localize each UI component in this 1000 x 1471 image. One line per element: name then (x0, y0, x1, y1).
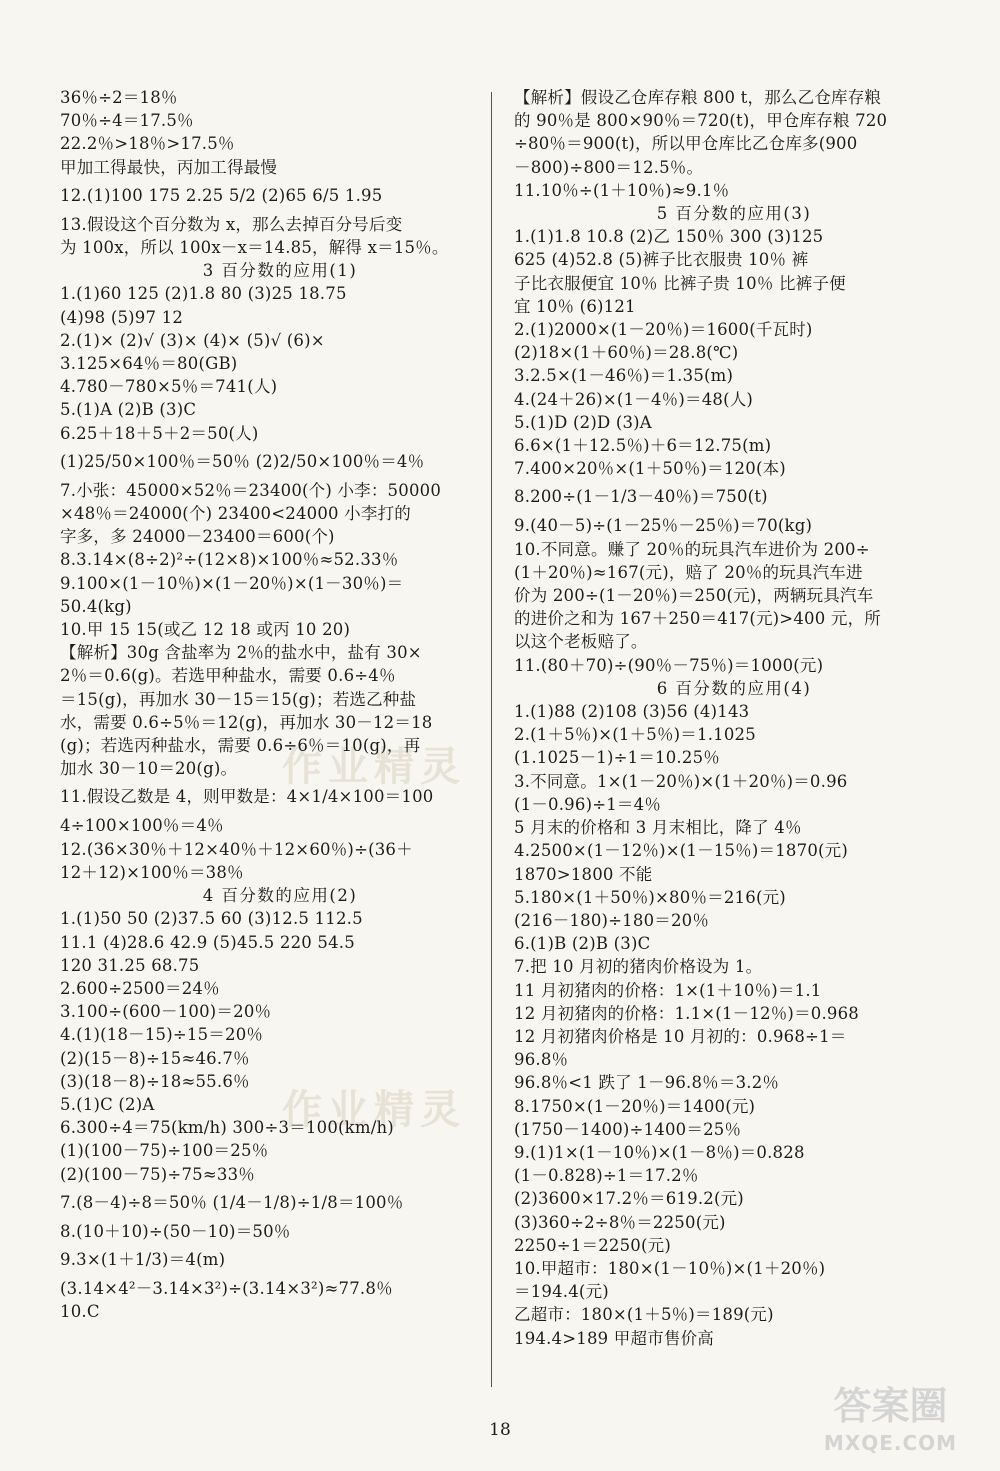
text-line: 10.不同意。赚了 20％的玩具汽车进价为 200÷ (514, 539, 870, 559)
text-line: 6.(1)B (2)B (3)C (514, 934, 651, 954)
text-line: 5 月末的价格和 3 月末相比，降了 4％ (514, 818, 802, 838)
text-line: 12 月初猪肉价格是 10 月初的：0.968÷1＝ (514, 1026, 847, 1046)
text-line: (216－180)÷180＝20％ (514, 910, 710, 930)
text-line: 8.3.14×(8÷2)²÷(12×8)×100％≈52.33％ (60, 550, 399, 570)
text-line: 12＋12)×100％＝38％ (60, 862, 244, 882)
section-heading: 4 百分数的应用(2) (202, 886, 358, 906)
text-line: (1750－1400)÷1400＝25％ (514, 1119, 742, 1139)
text-line: (1＋20％)≈167(元)，赔了 20％的玩具汽车进 (514, 562, 863, 582)
text-line: (3.14×4²－3.14×3²)÷(3.14×3²)≈77.8％ (60, 1278, 393, 1298)
text-line: (2)18×(1＋60％)＝28.8(℃) (514, 343, 739, 363)
watermark: 作业精灵 (282, 1087, 466, 1133)
page-number: 18 (489, 1420, 511, 1440)
text-line: 1.(1)1.8 10.8 (2)乙 150％ 300 (3)125 (514, 227, 824, 247)
text-line: 字多，多 24000－23400＝600(个) (60, 527, 335, 547)
text-line: (1)(100－75)÷100＝25％ (60, 1141, 269, 1161)
text-line: 11 月初猪肉的价格：1×(1＋10％)＝1.1 (514, 980, 822, 1000)
text-line: 11.1 (4)28.6 42.9 (5)45.5 220 54.5 (60, 932, 355, 952)
text-line: (1－0.96)÷1＝4％ (514, 794, 662, 814)
text-line: 甲加工得最快，丙加工得最慢 (60, 157, 278, 177)
text-line: 194.4>189 甲超市售价高 (514, 1328, 714, 1348)
text-line: 2250÷1＝2250(元) (514, 1235, 671, 1255)
text-line: 13.假设这个百分数为 x，那么去掉百分号后变 (60, 214, 403, 234)
text-line: 4÷100×100％＝4％ (60, 816, 224, 836)
text-line: 7.(8－4)÷8＝50％ (1/4－1/8)÷1/8＝100％ (60, 1192, 404, 1212)
text-line: (3)(18－8)÷18≈55.6％ (60, 1071, 250, 1091)
text-line: 8.1750×(1－20％)＝1400(元) (514, 1096, 756, 1116)
column-divider (491, 92, 492, 1387)
text-line: 以这个老板赔了。 (514, 632, 648, 652)
text-line: 11.假设乙数是 4，则甲数是：4×1/4×100＝100 (60, 787, 434, 807)
left-column (60, 86, 480, 1323)
text-line: 4.2500×(1－12％)×(1－15％)＝1870(元) (514, 841, 848, 861)
text-line: 的 90％是 800×90％＝720(t)，甲仓库存粮 720 (514, 111, 888, 131)
text-line: 9.(40－5)÷(1－25％－25％)＝70(kg) (514, 516, 813, 536)
text-line: 5.(1)D (2)D (3)A (514, 412, 652, 432)
logo-text: 答案圈 (833, 1384, 948, 1428)
text-line: 10.甲 15 15(或乙 12 18 或丙 10 20) (60, 620, 351, 640)
text-line: 70％÷4＝17.5％ (60, 111, 194, 131)
logo-url: MXQE.COM (823, 1431, 958, 1455)
text-line: 7.小张：45000×52％＝23400(个) 小李：50000 (60, 480, 442, 500)
site-logo (808, 1382, 973, 1462)
text-line: 5.180×(1＋50％)×80％＝216(元) (514, 887, 786, 907)
text-line: 加水 30－10＝20(g)。 (60, 759, 238, 779)
text-line: 9.100×(1－10％)×(1－20％)×(1－30％)＝ (60, 573, 404, 593)
text-line: 12 月初猪肉的价格：1.1×(1－12％)＝0.968 (514, 1003, 860, 1023)
text-line: 1870>1800 不能 (514, 864, 653, 884)
text-line: 3.不同意。1×(1－20％)×(1＋20％)＝0.96 (514, 771, 848, 791)
text-line: (2)(100－75)÷75≈33％ (60, 1164, 255, 1184)
watermark: 作业精灵 (282, 744, 466, 790)
text-line: 6.25＋18＋5＋2＝50(人) (60, 423, 259, 443)
text-line: 11.(80＋70)÷(90％－75％)＝1000(元) (514, 655, 824, 675)
text-line: 11.10％÷(1＋10％)≈9.1％ (514, 180, 730, 200)
text-line: 8.200÷(1－1/3－40％)＝750(t) (514, 487, 768, 507)
text-line: 3.100÷(600－100)＝20％ (60, 1002, 272, 1022)
text-line: 8.(10＋10)÷(50－10)＝50％ (60, 1221, 291, 1241)
text-line: 6.6×(1＋12.5％)＋6＝12.75(m) (514, 436, 772, 456)
text-line: 3.2.5×(1－46％)＝1.35(m) (514, 366, 734, 386)
text-line: 子比衣服便宜 10％ 比裤子贵 10％ 比裤子便 (514, 273, 846, 293)
text-line: 22.2％>18％>17.5％ (60, 134, 235, 154)
text-line: 10.甲超市：180×(1－10％)×(1＋20％) (514, 1258, 826, 1278)
right-column (514, 86, 934, 1350)
text-line: 【解析】30g 含盐率为 2％的盐水中，盐有 30× (60, 643, 422, 663)
text-line: 3.125×64％＝80(GB) (60, 354, 238, 374)
section-heading: 5 百分数的应用(3) (656, 204, 812, 224)
section-heading: 6 百分数的应用(4) (656, 678, 812, 698)
text-line: 宜 10％ (6)121 (514, 296, 636, 316)
text-line: 9.3×(1＋1/3)＝4(m) (60, 1249, 226, 1269)
text-line: 7.把 10 月初的猪肉价格设为 1。 (514, 957, 763, 977)
text-line: ×48％＝24000(个) 23400<24000 小李打的 (60, 504, 411, 524)
text-line: 6.300÷4＝75(km/h) 300÷3＝100(km/h) (60, 1118, 394, 1138)
text-line: 1.(1)50 50 (2)37.5 60 (3)12.5 112.5 (60, 909, 363, 929)
text-line: 2.(1)2000×(1－20％)＝1600(千瓦时) (514, 320, 813, 340)
text-line: 10.C (60, 1302, 100, 1322)
text-line: 2.(1)× (2)√ (3)× (4)× (5)√ (6)× (60, 330, 325, 350)
text-line: (2)(15－8)÷15≈46.7％ (60, 1048, 250, 1068)
text-line: 4.(1)(18－15)÷15＝20％ (60, 1025, 264, 1045)
text-line: ÷80％＝900(t)，所以甲仓库比乙仓库多(900 (514, 134, 858, 154)
text-line: 乙超市：180×(1＋5％)＝189(元) (514, 1305, 774, 1325)
text-line: 2％＝0.6(g)。若选甲种盐水，需要 0.6÷4％ (60, 666, 396, 686)
section-heading: 3 百分数的应用(1) (202, 261, 358, 281)
text-line: 5.(1)A (2)B (3)C (60, 400, 197, 420)
text-line: 9.(1)1×(1－10％)×(1－8％)＝0.828 (514, 1142, 805, 1162)
text-line: (2)3600×17.2％＝619.2(元) (514, 1189, 744, 1209)
text-line: 12.(1)100 175 2.25 5/2 (2)65 6/5 1.95 (60, 185, 383, 205)
text-line: 为 100x，所以 100x－x＝14.85，解得 x＝15％。 (60, 238, 449, 258)
text-line: (3)360÷2÷8％＝2250(元) (514, 1212, 726, 1232)
text-line: 96.8％<1 跌了 1－96.8％＝3.2％ (514, 1073, 780, 1093)
text-line: 水，需要 0.6÷5％＝12(g)，再加水 30－12＝18 (60, 712, 433, 732)
text-line: (g)；若选丙种盐水，需要 0.6÷6％＝10(g)，再 (60, 736, 421, 756)
text-line: －800)÷800＝12.5％。 (514, 157, 704, 177)
text-line: 36％÷2＝18％ (60, 88, 178, 107)
text-line: 2.(1＋5％)×(1＋5％)＝1.1025 (514, 725, 756, 745)
text-line: ＝15(g)，再加水 30－15＝15(g)；若选乙种盐 (60, 689, 417, 709)
text-line: 5.(1)C (2)A (60, 1094, 155, 1114)
text-line: 7.400×20％×(1＋50％)＝120(本) (514, 459, 786, 479)
text-line: 1.(1)88 (2)108 (3)56 (4)143 (514, 702, 750, 722)
text-line: ＝194.4(元) (514, 1282, 609, 1302)
text-line: 50.4(kg) (60, 596, 132, 616)
text-line: 2.600÷2500＝24％ (60, 978, 220, 998)
text-line: 96.8％ (514, 1050, 569, 1070)
text-line: 1.(1)60 125 (2)1.8 80 (3)25 18.75 (60, 284, 347, 304)
text-line: (1)25/50×100％＝50％ (2)2/50×100％＝4％ (60, 451, 425, 471)
text-line: 【解析】假设乙仓库存粮 800 t，那么乙仓库存粮 (514, 88, 882, 107)
text-line: 120 31.25 68.75 (60, 955, 200, 975)
text-line: 价为 200÷(1－20％)＝250(元)，两辆玩具汽车 (514, 586, 874, 606)
text-line: (1－0.828)÷1＝17.2％ (514, 1166, 699, 1186)
text-line: 12.(36×30％＋12×40％＋12×60％)÷(36＋ (60, 839, 413, 859)
text-line: 的进价之和为 167＋250＝417(元)>400 元，所 (514, 609, 881, 629)
text-line: 4.(24＋26)×(1－4％)＝48(人) (514, 389, 754, 409)
text-line: (1.1025－1)÷1＝10.25％ (514, 748, 720, 768)
text-line: 4.780－780×5％＝741(人) (60, 377, 278, 397)
text-line: 625 (4)52.8 (5)裤子比衣服贵 10％ 裤 (514, 250, 809, 270)
text-line: (4)98 (5)97 12 (60, 307, 184, 327)
